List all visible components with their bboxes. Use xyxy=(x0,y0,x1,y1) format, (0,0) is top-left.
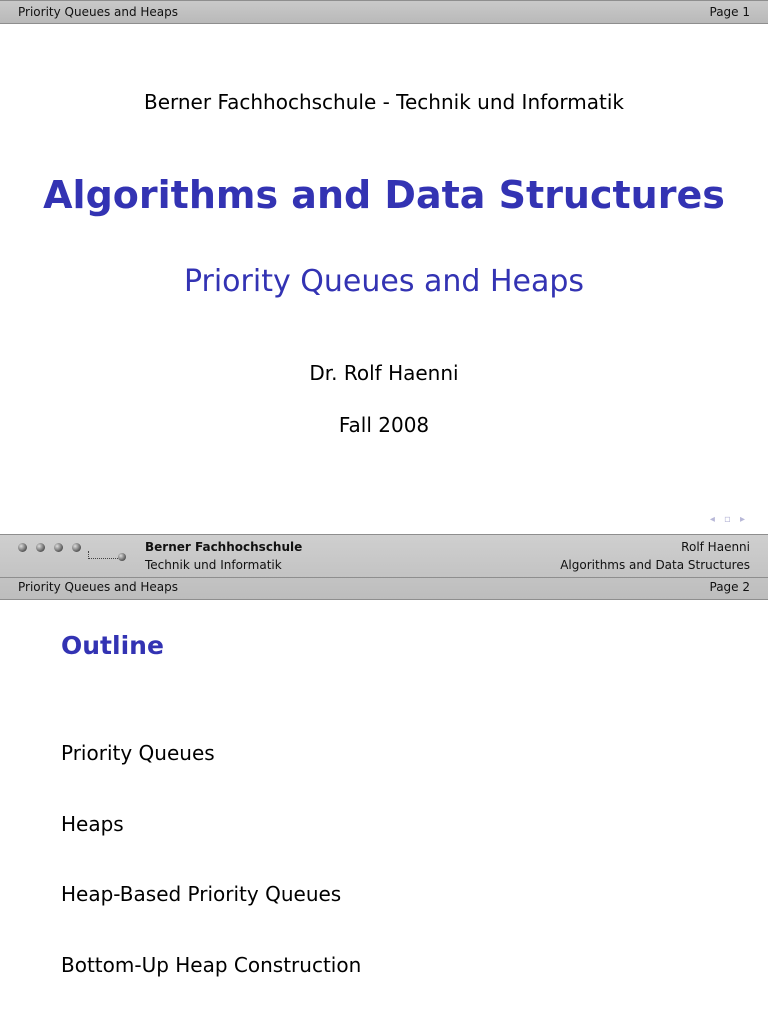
outline-list xyxy=(61,741,361,1023)
subsection-dot-icon[interactable] xyxy=(118,553,126,561)
presentation-title: Algorithms and Data Structures xyxy=(43,173,725,217)
subsection-nav[interactable] xyxy=(88,553,126,561)
presentation-subtitle: Priority Queues and Heaps xyxy=(183,264,585,299)
presentation-date: Fall 2008 xyxy=(338,413,430,437)
section-dot-icon[interactable] xyxy=(18,543,27,552)
outline-item[interactable]: Priority Queues xyxy=(61,741,215,765)
slide1-header-topic: Priority Queues and Heaps xyxy=(18,5,179,19)
outline-heading: Outline xyxy=(61,631,164,660)
section-dot-icon[interactable] xyxy=(54,543,63,552)
slide1-header-bar xyxy=(0,0,768,24)
footer-institution-line2: Technik und Informatik xyxy=(145,558,282,572)
section-dot-icon[interactable] xyxy=(36,543,45,552)
slide2-header-topic: Priority Queues and Heaps xyxy=(18,580,179,594)
footer-divider xyxy=(0,577,768,578)
outline-item[interactable]: Bottom-Up Heap Construction xyxy=(61,952,362,977)
footer-course: Algorithms and Data Structures xyxy=(560,558,750,572)
outline-item[interactable]: Heaps xyxy=(61,811,124,836)
author-name: Dr. Rolf Haenni xyxy=(309,361,459,385)
navigation-symbols[interactable]: ◂ ▫ ▸ xyxy=(709,514,748,525)
slide1-header-page: Page 1 xyxy=(709,5,750,19)
footer-author: Rolf Haenni xyxy=(681,540,750,554)
tree-connector xyxy=(88,551,118,559)
slide2-header-page: Page 2 xyxy=(709,580,750,594)
footer-institution-line1: Berner Fachhochschule xyxy=(145,540,303,554)
institution-name: Berner Fachhochschule - Technik und Informatik xyxy=(143,90,624,114)
slide-footer-header xyxy=(0,534,768,600)
outline-item[interactable]: Heap-Based Priority Queues xyxy=(61,882,342,906)
section-dot-icon[interactable] xyxy=(72,543,81,552)
section-nav-dots[interactable] xyxy=(18,543,81,552)
